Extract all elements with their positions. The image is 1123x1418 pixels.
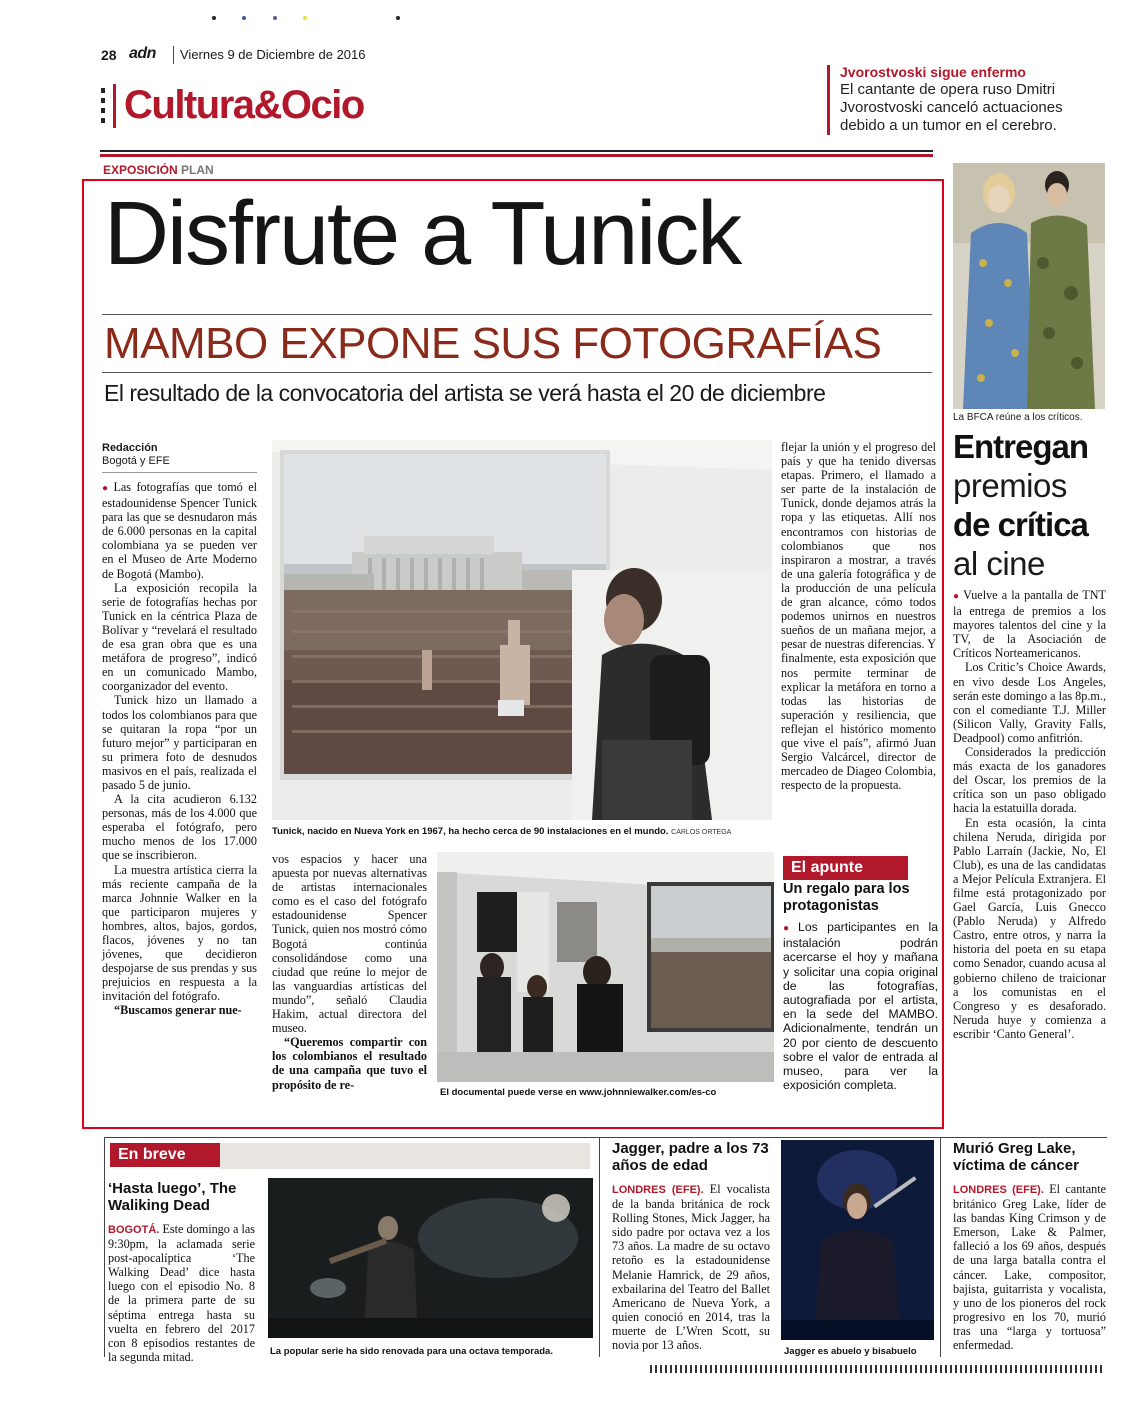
walking-dead-photo bbox=[268, 1178, 593, 1338]
side-headline-2: premios bbox=[953, 467, 1067, 504]
side-headline-3: de crítica bbox=[953, 506, 1088, 543]
side-headline-1: Entregan bbox=[953, 428, 1089, 465]
headline: Disfrute a Tunick bbox=[104, 184, 741, 284]
article-paragraph: “Queremos compartir con los colombianos el resultado de una campaña que tuvo el propósito de re- bbox=[272, 1035, 427, 1092]
section-ornament bbox=[101, 88, 105, 128]
scan-dot bbox=[303, 16, 307, 20]
byline: Redacción bbox=[102, 442, 158, 454]
section-title: Cultura&Ocio bbox=[124, 83, 364, 127]
wd-text: Este domingo a las 9:30pm, la aclamada serie post-apocalíptica ‘The Walking Dead’ dice hasta luego con el episodio No. 8 de la primera parte de su séptima entrega hasta su vuelta en febrero del 2017 con 8 episodios restantes de la segunda mitad. bbox=[108, 1222, 256, 1364]
apunte-label: El apunte bbox=[783, 856, 908, 880]
article-paragraph: La exposición recopila la serie de fotografías hechas por Tunick en la céntrica Plaza de Bolívar y “revelará el resultado de esa gran obra que es una metáfora de progreso”, indicó en un comunicado Mambo, coorganizador del evento. bbox=[102, 580, 257, 694]
article-paragraph: “Buscamos generar nue- bbox=[114, 1003, 242, 1018]
jagger-caption: Jagger es abuelo y bisabuelo bbox=[784, 1346, 917, 1357]
jagger-photo bbox=[781, 1140, 934, 1340]
breve-label: En breve bbox=[110, 1143, 220, 1167]
breve-divider bbox=[599, 1137, 600, 1357]
side-paragraph: En esta ocasión, la cinta chilena Neruda, dirigida por Pablo Larraín (Jackie, No, El Club), es una de las candidatas a Mejor Película Extranjera. El filme está protagonizado por Gael García, Luis Gnecco (Pablo Neruda) y Alfredo Castro, entre otros, y narra la historia del poeta en su etapa como Senador, cuando acusa al gobierno chileno de traicionar a los comunistas en el Congreso y es desaforado. Neruda huye y comienza a escribir ‘Canto General’. bbox=[953, 815, 1106, 1041]
teaser-text: El cantante de opera ruso Dmitri Jvorostvoski canceló actuaciones debido a un tumor en el cerebro. bbox=[840, 81, 1063, 134]
lake-title: Murió Greg Lake, víctima de cáncer bbox=[953, 1140, 1079, 1174]
section-rule bbox=[100, 150, 933, 152]
breve-label-band bbox=[220, 1143, 590, 1169]
wd-title: ‘Hasta luego’, The Waliking Dead bbox=[108, 1180, 237, 1214]
gallery-photo bbox=[437, 852, 774, 1082]
photo1-credit: CARLOS ORTEGA bbox=[671, 829, 732, 836]
print-marks bbox=[650, 1365, 1105, 1373]
side-body bbox=[953, 588, 1106, 1041]
article-paragraph: La muestra artística cierra la más reciente campaña de la marca Johnnie Walker en la que participaron mujeres y hombres, altos, bajos, gordos, flacos, jóvenes y no tan jóvenes, que decidieron despojarse de sus prendas y sus prejuicios en respuesta a la invitación del fotógrafo. bbox=[102, 862, 257, 1004]
wd-body bbox=[108, 1222, 255, 1364]
section-bar bbox=[113, 84, 116, 128]
side-headline-4: al cine bbox=[953, 545, 1045, 582]
article-paragraph: A la cita acudieron 6.132 personas, más de los 4.000 que esperaba el fotógrafo, pero mucho menos de los 17.000 que se inscribieron. bbox=[102, 792, 257, 863]
kicker-category: EXPOSICIÓN bbox=[103, 163, 178, 177]
jagger-title: Jagger, padre a los 73 años de edad bbox=[612, 1140, 769, 1174]
bfca-caption: La BFCA reúne a los críticos. bbox=[953, 412, 1083, 423]
article-paragraph: ● Las fotografías que tomó el estadounidense Spencer Tunick para las que se desnudaron más de 6.000 personas en la capital colombiana ya se pueden ver en el Museo de Arte Moderno de Bogotá (Mambo). bbox=[102, 480, 257, 581]
scan-dot bbox=[242, 16, 246, 20]
article-paragraph: vos espacios y hacer una apuesta por nuevas alternativas de artistas internacionales como es el caso del fotógrafo estadounidense Spencer Tunick, quien nos mostró cómo Bogotá continúa consolidándose como una ciudad que reúne lo mejor de las vanguardias artísticas del mundo”, señaló Claudia Hakim, actual directora del museo. bbox=[272, 852, 427, 1036]
kicker-tag: PLAN bbox=[181, 163, 214, 177]
jagger-body bbox=[612, 1182, 770, 1352]
teaser-bar bbox=[827, 65, 830, 135]
wd-caption: La popular serie ha sido renovada para una octava temporada. bbox=[270, 1346, 553, 1357]
breve-divider bbox=[940, 1137, 941, 1357]
scan-dot bbox=[212, 16, 216, 20]
teaser-title: Jvorostvoski sigue enfermo bbox=[840, 64, 1026, 80]
scan-dot bbox=[396, 16, 400, 20]
side-paragraph: Considerados la predicción más exacta de los ganadores del Oscar, los premios de la crítica son un paso obligado hacia la estatuilla dorada. bbox=[953, 745, 1106, 816]
article-col3 bbox=[781, 440, 936, 792]
lake-text: El cantante británico Greg Lake, líder de las bandas King Crimson y de Emerson, Lake & Palmer, falleció a los 69 años, después de una larga batalla contra el cáncer. Lake, compositor, bajista, guitarrista y vocalista, y uno de los pioneros del rock progresivo en los 70, murió tras una “larga y tortuosa” enfermedad. bbox=[953, 1182, 1106, 1353]
breve-left-rule bbox=[104, 1137, 105, 1357]
exhibition-photo bbox=[272, 440, 772, 820]
page-number: 28 bbox=[101, 47, 117, 63]
jagger-text: El vocalista de la banda británica de rock Rolling Stones, Mick Jagger, ha sido padre por octava vez a los 73 años. La madre de su octavo retoño es la estadounidense Melanie Hamrick, de 29 años, exbailarina del Teatro del Ballet Americano de Nueva York, a quien conoció en 2014, tras la muerte de L’Wren Scott, su novia por 13 años. bbox=[612, 1182, 770, 1353]
photo1-caption: Tunick, nacido en Nueva York en 1967, ha hecho cerca de 90 instalaciones en el mundo. bbox=[272, 826, 669, 837]
article-col1 bbox=[102, 480, 257, 1018]
breve-top-rule bbox=[104, 1137, 1107, 1138]
photo2-caption: El documental puede verse en www.johnniewalker.com/es-co bbox=[440, 1087, 717, 1098]
brand-logo: adn bbox=[129, 45, 156, 62]
issue-date: Viernes 9 de Diciembre de 2016 bbox=[180, 47, 366, 62]
lake-place: LONDRES (EFE). bbox=[953, 1184, 1044, 1196]
article-paragraph: flejar la unión y el progreso del país y que ha tenido diversas etapas. Primero, el llamado a ser parte de la instalación de Tunick, donde dejamos atrás la ropa y las etiquetas. Allí nos encontramos con historias de colombianos que nos inspiraron a mostrar, a través de una galería fotográfica y de la producción de una película de gran alcance, cómo todos podemos unirnos en nuestros sueños de un mañana mejor, a pesar de nuestras diferencias. Y finalmente, esta exposición que nos permite terminar de explicar la metáfora en torno a todas las historias de superación y resiliencia, que reflejan el histórico momento que vive el país”, afirmó Juan Sergio Valcárcel, director de mercadeo de Diageo Colombia, respecto de la propuesta. bbox=[781, 440, 936, 793]
byline-rule bbox=[102, 472, 257, 473]
apunte-text: ● Los participantes en la instalación podrán acercarse el hoy y mañana y solicitar una copia original de las fotografías, autografiada por el artista, en la sede del MAMBO. Adicionalmente, tendrán un 20 por ciento de descuento sobre el valor de entrada al museo, para ver la exposición completa. bbox=[783, 920, 938, 1092]
side-paragraph: ● Vuelve a la pantalla de TNT la entrega de premios a los mayores talentos del cine y la TV, de la Asociación de Críticos Norteamericanos. bbox=[953, 588, 1106, 660]
jagger-place: LONDRES (EFE). bbox=[612, 1184, 704, 1196]
scan-dot bbox=[273, 16, 277, 20]
wd-place: BOGOTÁ. bbox=[108, 1224, 160, 1236]
deck: El resultado de la convocatoria del artista se verá hasta el 20 de diciembre bbox=[104, 380, 826, 406]
subhead-rule bbox=[102, 372, 932, 373]
side-paragraph: Los Critic’s Choice Awards, en vivo desde Los Angeles, serán este domingo a las 8p.m., con el comediante T.J. Miller (Silicon Vally, Gravity Falls, Deadpool) como anfitrión. bbox=[953, 660, 1106, 745]
apunte-text-wrap bbox=[783, 920, 938, 1092]
article-paragraph: Tunick hizo un llamado a todos los colombianos para que se quitaran la ropa “por un futuro mejor” y participaran en su primera foto de desnudos masivos en el país, realizada el pasado 5 de junio. bbox=[102, 693, 257, 792]
dateline: Bogotá y EFE bbox=[102, 455, 170, 467]
subhead: MAMBO EXPONE SUS FOTOGRAFÍAS bbox=[104, 319, 882, 368]
masthead-divider bbox=[173, 46, 174, 64]
apunte-title: Un regalo para los protagonistas bbox=[783, 881, 910, 914]
article-col2 bbox=[272, 852, 427, 1092]
headline-rule bbox=[102, 314, 932, 315]
lake-body bbox=[953, 1182, 1106, 1352]
bfca-photo bbox=[953, 163, 1105, 409]
section-rule-red bbox=[100, 154, 933, 157]
kicker bbox=[103, 163, 214, 177]
photo1-caption-line bbox=[272, 826, 772, 837]
